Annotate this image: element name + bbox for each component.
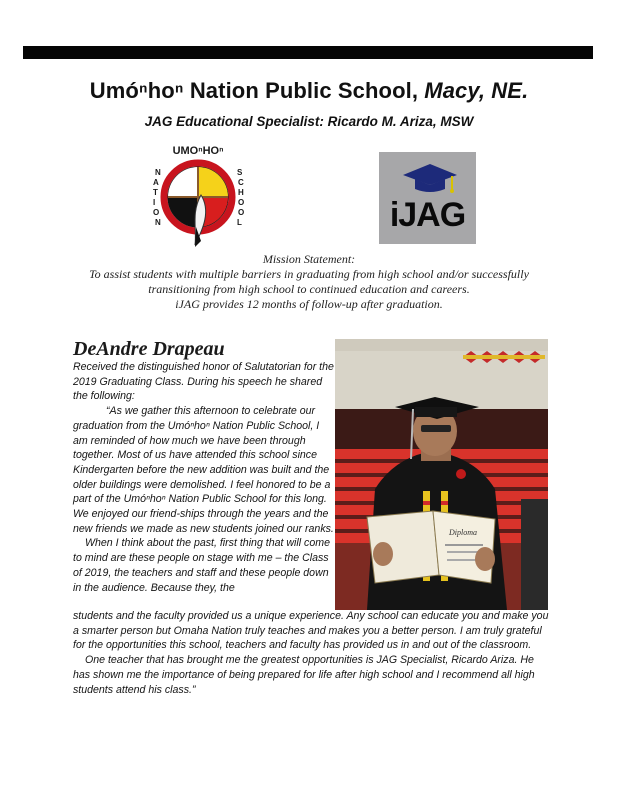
svg-text:C: C — [238, 178, 244, 187]
speech-paragraph: One teacher that has brought me the greatest opportunities is JAG Specialist, Ricardo Ariza. He has shown me the importance of being prepared for life after high school and I recommend all high students attend his class.” — [73, 654, 535, 696]
mission-statement — [0, 252, 618, 312]
mission-heading: Mission Statement: — [262, 252, 356, 266]
ijag-logo-text: iJAG — [389, 196, 466, 234]
title-place: Macy, NE. — [424, 78, 529, 103]
svg-text:N: N — [155, 168, 161, 177]
mission-line: To assist students with multiple barriers in graduating from high school and/or successfully — [89, 267, 529, 281]
svg-text:I: I — [153, 198, 156, 207]
article-full-width-text — [73, 609, 553, 697]
svg-text:L: L — [237, 218, 242, 227]
speech-paragraph-continued: students and the faculty provided us a unique experience. Any school can educate you and make you a smarter person but Omaha Nation truly teaches and makes you a better person. I am truly grateful for the opportunities this school, teachers and faculty has provided us in and out of the classroom. — [73, 610, 549, 652]
svg-text:T: T — [153, 188, 158, 197]
speech-paragraph: “As we gather this afternoon to celebrate our graduation from the Umóⁿhoⁿ Nation Public School, I am reminded of how much we have been through together. Most of us have attended this school since Kindergarten before the new addition was built and the older buildings were demolished. I feel honored to be a part of the Umóⁿhoⁿ Nation Public School for this long. We enjoyed our friend-ships through the years and the new friends we made as new students joined our ranks. — [73, 405, 334, 535]
page-title — [0, 78, 618, 104]
svg-text:O: O — [238, 198, 245, 207]
svg-text:O: O — [238, 208, 245, 217]
ijag-logo — [379, 152, 476, 244]
title-school-name: Umóⁿhoⁿ Nation Public School, — [89, 78, 419, 103]
article-column-text — [73, 360, 335, 595]
svg-text:O: O — [153, 208, 160, 217]
page-subtitle: JAG Educational Specialist: Ricardo M. Ariza, MSW — [144, 114, 474, 129]
mission-line: transitioning from high school to continued education and careers. — [148, 282, 470, 296]
svg-text:N: N — [155, 218, 161, 227]
svg-text:S: S — [237, 168, 243, 177]
top-divider-bar — [23, 46, 593, 59]
article-intro: Received the distinguished honor of Salutatorian for the 2019 Graduating Class. During his speech he shared the following: — [73, 361, 334, 403]
school-logo — [145, 137, 251, 255]
diploma-label: Diploma — [449, 528, 477, 537]
mission-line: iJAG provides 12 months of follow-up after graduation. — [175, 297, 443, 311]
svg-text:A: A — [153, 178, 159, 187]
student-name: DeAndre Drapeau — [73, 338, 225, 360]
graduation-cap-icon — [401, 162, 459, 196]
school-logo-top-text: UMOⁿHOⁿ — [172, 145, 224, 157]
speech-paragraph: When I think about the past, first thing that will come to mind are these people on stage with me – the Class of 2019, the teachers and staff and these people down in the audience. Because they, the — [73, 537, 330, 594]
svg-text:H: H — [238, 188, 244, 197]
graduate-photo — [335, 339, 548, 610]
